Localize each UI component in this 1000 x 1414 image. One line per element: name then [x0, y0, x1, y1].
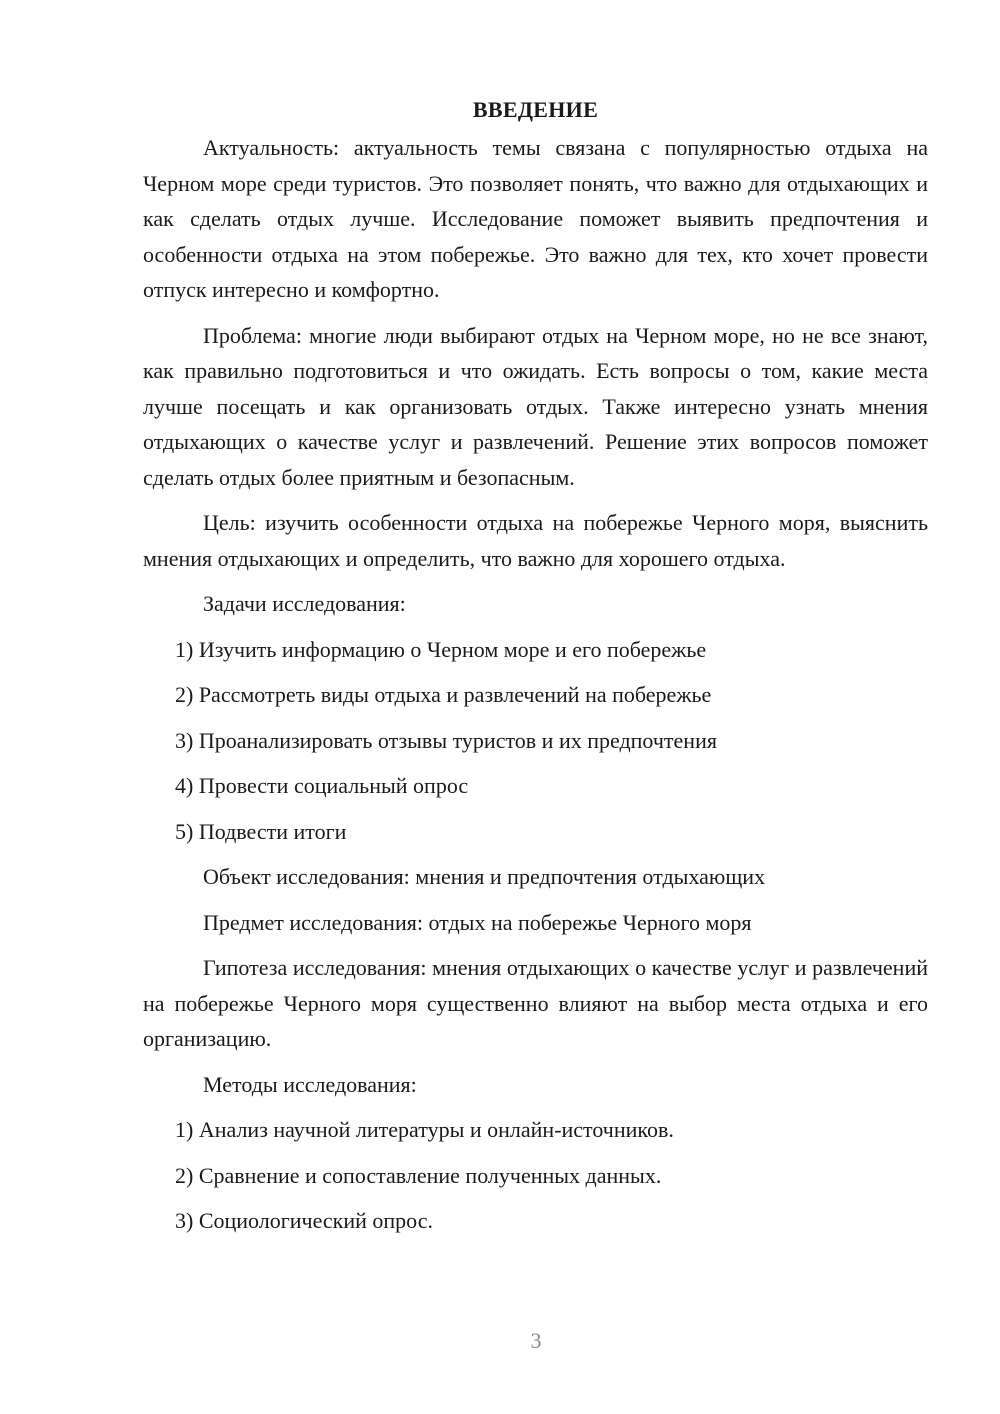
task-item: 5) Подвести итоги	[175, 818, 347, 844]
subject-line: Предмет исследования: отдых на побережье Черного моря	[203, 909, 752, 935]
task-item: 4) Провести социальный опрос	[175, 773, 469, 798]
task-item: 1) Изучить информацию о Черном море и его побережье	[175, 636, 707, 662]
relevance-paragraph: Актуальность: актуальность темы связана с популярностью отдыха на Черном море среди туристов. Это позволяет понять, что важно для отдыхающих и как сделать отдых лучше. Исследование поможет выявить предпочтения и особенности отдыха на этом побережье. Это важно для тех, кто хочет провести отпуск интересно и комфортно.	[143, 135, 928, 302]
method-item: 3) Социологический опрос.	[175, 1208, 433, 1233]
goal-paragraph: Цель: изучить особенности отдыха на побережье Черного моря, выяснить мнения отдыхающих и определить, что важно для хорошего отдыха.	[143, 510, 928, 571]
tasks-title: Задачи исследования:	[203, 591, 406, 616]
method-item: 1) Анализ научной литературы и онлайн-источников.	[175, 1117, 674, 1142]
hypothesis-paragraph: Гипотеза исследования: мнения отдыхающих о качестве услуг и развлечений на побережье Черного моря существенно влияют на выбор места отдыха и его организацию.	[143, 955, 928, 1051]
section-heading: ВВЕДЕНИЕ	[472, 97, 599, 122]
methods-title: Методы исследования:	[203, 1071, 417, 1097]
problem-paragraph: Проблема: многие люди выбирают отдых на Черном море, но не все знают, как правильно подготовиться и что ожидать. Есть вопросы о том, какие места лучше посещать и как организовать отдых. Также интересно узнать мнения отдыхающих о качестве услуг и развлечений. Решение этих вопросов поможет сделать отдых более приятным и безопасным.	[143, 322, 928, 490]
task-item: 2) Рассмотреть виды отдыха и развлечений на побережье	[175, 682, 712, 707]
task-item: 3) Проанализировать отзывы туристов и их предпочтения	[175, 727, 717, 753]
page-number: 3	[530, 1328, 542, 1353]
document-page	[143, 90, 928, 1239]
method-item: 2) Сравнение и сопоставление полученных данных.	[175, 1162, 662, 1188]
object-line: Объект исследования: мнения и предпочтения отдыхающих	[203, 864, 766, 889]
